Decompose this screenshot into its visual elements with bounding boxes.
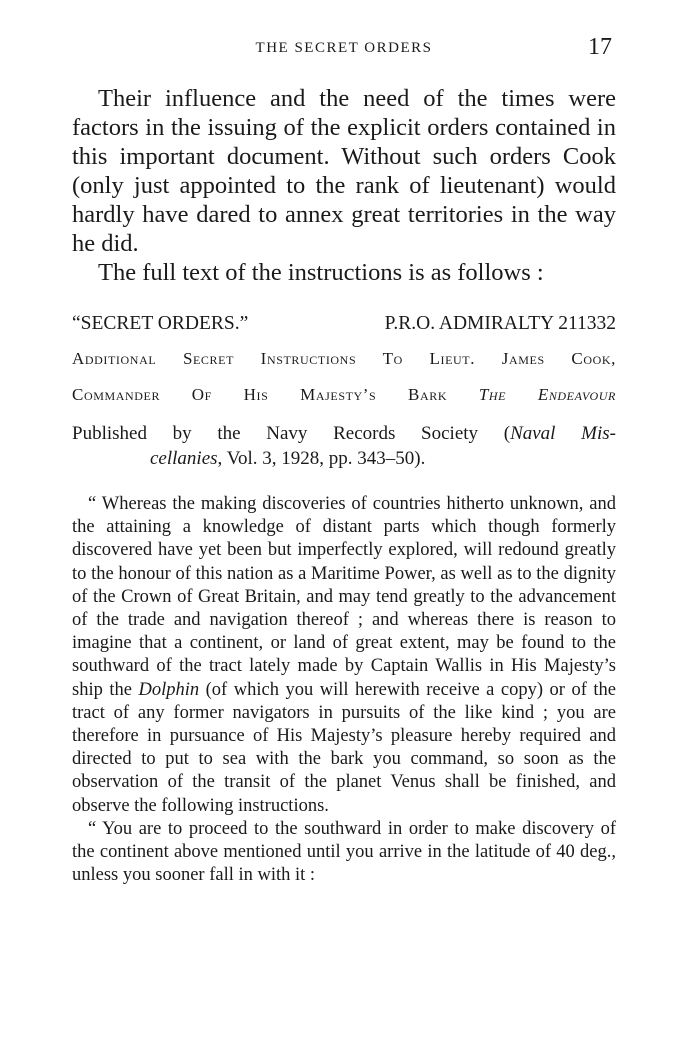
- publication-series: Naval Mis-: [510, 423, 616, 444]
- book-page: [72, 34, 616, 887]
- page-number: 17: [588, 34, 612, 60]
- subheading-prefix: Commander Of His Majesty’s Bark: [72, 385, 479, 404]
- publication-details: , Vol. 3, 1928, pp. 343–50).: [217, 448, 426, 469]
- publication-line-1: [72, 421, 616, 446]
- publication-line-2: [72, 446, 616, 471]
- ship-name-dolphin: Dolphin: [138, 679, 200, 700]
- orders-title: “SECRET ORDERS.”: [72, 313, 249, 334]
- publication-prefix: Published by the Navy Records Society (: [72, 423, 511, 444]
- running-head: [72, 34, 616, 70]
- publication-note: [72, 421, 616, 471]
- orders-reference: P.R.O. ADMIRALTY 211332: [384, 313, 616, 334]
- instructions-paragraph: [72, 493, 616, 818]
- publication-series-continued: cellanies: [150, 448, 218, 469]
- instructions-text: [72, 493, 616, 887]
- instructions-text-part: (of which you will herewith receive a copy) or of the tract of any former navigators in pursuits of the like kind ; you are therefore in pursuance of His Majesty’s pleasure hereby required and directed to put to sea with the bark you command, so soon as the observation of the transit of the planet Venus shall be finished, and observe the following instructions.: [72, 679, 616, 816]
- orders-heading: [72, 311, 616, 337]
- instructions-paragraph: “ You are to proceed to the southward in order to make discovery of the continent above mentioned until you arrive in the latitude of 40 deg., unless you sooner fall in with it :: [72, 818, 616, 886]
- instructions-text-part: “ Whereas the making discoveries of countries hitherto unknown, and the attaining a knowledge of distant parts which though formerly discovered have yet been but imperfectly explored, will redound greatly to the honour of this nation as a Maritime Power, as well as to the dignity of the Crown of Great Britain, and may tend greatly to the advancement of the trade and navigation thereof ; and whereas there is reason to imagine that a continent, or land of great extent, may be found to the southward of the tract lately made by Captain Wallis in His Majesty’s ship the: [72, 494, 616, 700]
- subheading-line-1: Additional Secret Instructions To Lieut. James Cook,: [72, 349, 616, 368]
- intro-section: [72, 84, 616, 287]
- subheading-line-2: [72, 381, 616, 409]
- intro-paragraph-lead-in: The full text of the instructions is as follows :: [98, 259, 544, 286]
- intro-paragraph: Their influence and the need of the times were factors in the issuing of the explicit orders contained in this important document. Without such orders Cook (only just appointed to the rank of lieutenant) would hardly have dared to annex great territories in the way he did.: [72, 85, 616, 257]
- running-title: THE SECRET ORDERS: [255, 40, 433, 56]
- ship-name: The Endeavour: [478, 385, 616, 404]
